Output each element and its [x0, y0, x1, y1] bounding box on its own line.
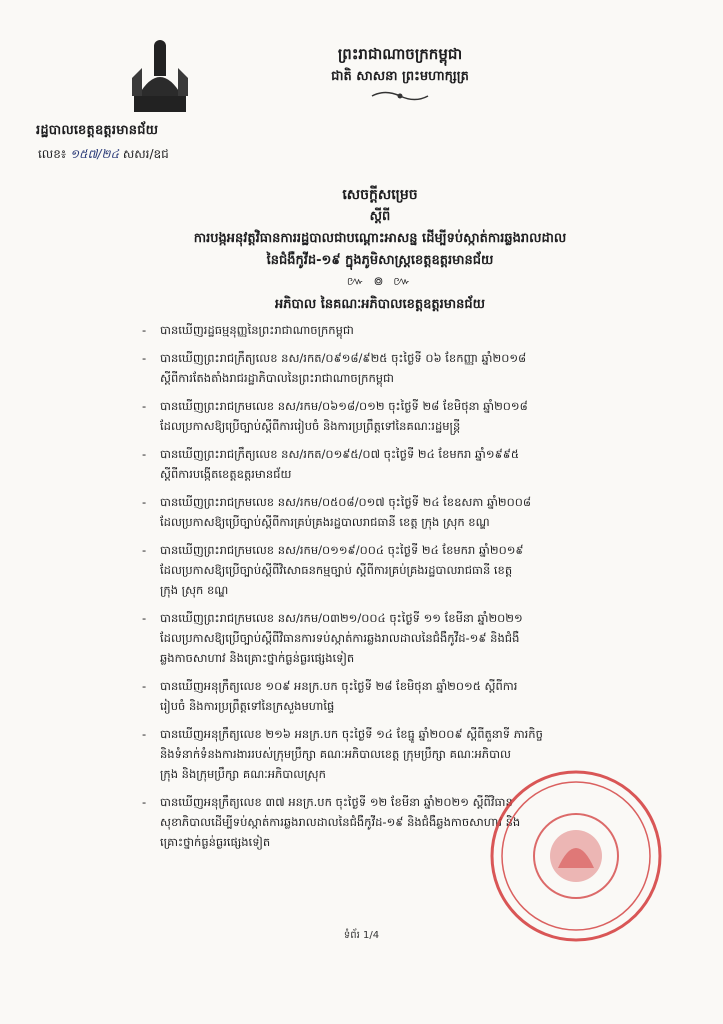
subject-line-1: ការបង្កអនុវត្តវិធានការរដ្ឋបាលជាបណ្តោះអាសន្ន ដើម្បីទប់ស្កាត់ការឆ្លងរាលដាល [193, 231, 567, 246]
legal-basis-text: បានឃើញព្រះរាជក្រមលេខ នស/រកម/០៦១៨/០១២ ចុះថ្ងៃទី ២៨ ខែមិថុនា ឆ្នាំ២០១៨ [160, 399, 528, 413]
legal-basis-text: ដែលប្រកាសឱ្យប្រើច្បាប់ស្តីពីការរៀបចំ និងការប្រព្រឹត្តទៅនៃគណៈរដ្ឋមន្ត្រី [160, 419, 461, 433]
bullet-dash: - [142, 611, 147, 625]
legal-basis-text: ស្តីពីការបង្កើតខេត្តឧត្តរមានជ័យ [160, 467, 292, 481]
legal-basis-item [142, 492, 676, 532]
bullet-dash: - [142, 727, 147, 741]
decision-title-block [120, 184, 640, 316]
legal-basis-text: បានឃើញព្រះរាជក្រមលេខ នស/រកម/០៣២១/០០៤ ចុះថ្ងៃទី ១១ ខែមីនា ឆ្នាំ២០២១ [160, 611, 523, 625]
national-motto: ជាតិ សាសនា ព្រះមហាក្សត្រ [331, 69, 469, 84]
legal-basis-text: ដែលប្រកាសឱ្យប្រើច្បាប់ស្តីពីការគ្រប់គ្រងរដ្ឋបាលរាជធានី ខេត្ត ក្រុង ស្រុក ខណ្ឌ [160, 515, 490, 529]
legal-basis-text: បានឃើញព្រះរាជក្រមលេខ នស/រកម/០១១៩/០០៤ ចុះថ្ងៃទី ២៤ ខែមករា ឆ្នាំ២០១៩ [160, 543, 524, 557]
bullet-dash: - [142, 323, 147, 337]
bullet-dash: - [142, 447, 147, 461]
official-seal-stamp [488, 768, 664, 944]
legal-basis-text: បានឃើញព្រះរាជក្រឹត្យលេខ នស/រកត/០១៩៥/០៧ ចុះថ្ងៃទី ២៤ ខែមករា ឆ្នាំ១៩៩៥ [160, 447, 520, 461]
legal-basis-text: បានឃើញអនុក្រឹត្យលេខ ១០៩ អនក្រ.បក ចុះថ្ងៃទី ២៨ ខែមិថុនា ឆ្នាំ២០១៥ ស្តីពីការ [160, 679, 518, 693]
reference-handwritten-number: ១៥៧/២៤ [69, 147, 119, 161]
legal-basis-text: គ្រោះថ្នាក់ធ្ងន់ធ្ងរផ្សេងទៀត [160, 835, 271, 849]
reference-label: លេខ៖ [38, 147, 67, 161]
legal-basis-text: ដែលប្រកាសឱ្យប្រើច្បាប់ស្តីពីវិធានការទប់ស្កាត់ការឆ្លងរាលដាលនៃជំងឺកូវីដ-១៩ និងជំងឺ [160, 631, 520, 645]
bullet-dash: - [142, 495, 147, 509]
legal-basis-item [142, 608, 676, 668]
legal-basis-text: ក្រុង ស្រុក ខណ្ឌ [160, 583, 229, 597]
legal-basis-text: ស្តីពីការតែងតាំងរាជរដ្ឋាភិបាលនៃព្រះរាជាណាចក្រកម្ពុជា [160, 371, 394, 385]
legal-basis-text: សុខាភិបាលដើម្បីទប់ស្កាត់ការឆ្លងរាលដាលនៃជំងឺកូវីដ-១៩ និងជំងឺឆ្លងកាចសាហាវ និង [160, 815, 521, 829]
legal-basis-text: ដែលប្រកាសឱ្យប្រើច្បាប់ស្តីពីវិសោធនកម្មច្បាប់ ស្តីពីការគ្រប់គ្រងរដ្ឋបាលរាជធានី ខេត្ត [160, 563, 513, 577]
legal-basis-text: បានឃើញអនុក្រឹត្យលេខ ៣៧ អនក្រ.បក ចុះថ្ងៃទី ១២ ខែមីនា ឆ្នាំ២០២១ ស្តីពីវិធាន [160, 795, 513, 809]
bullet-dash: - [142, 351, 147, 365]
kingdom-header [270, 42, 530, 107]
bullet-dash: - [142, 679, 147, 693]
about-heading: ស្តីពី [369, 209, 391, 224]
title-ornament: ៚ ៙ ៚ [346, 274, 414, 288]
reference-suffix: សសរ/ឧជ [122, 147, 169, 161]
legal-basis-item [142, 320, 676, 340]
royal-emblem [128, 38, 192, 118]
page-number: ទំព័រ 1/4 [343, 930, 380, 941]
legal-basis-item [142, 348, 676, 388]
decision-heading: សេចក្តីសម្រេច [342, 187, 418, 203]
legal-basis-text: បានឃើញព្រះរាជក្រឹត្យលេខ នស/រកត/០៩១៨/៩២៥ ចុះថ្ងៃទី ០៦ ខែកញ្ញា ឆ្នាំ២០១៨ [160, 351, 527, 365]
bullet-dash: - [142, 399, 147, 413]
bullet-dash: - [142, 543, 147, 557]
legal-basis-text: រៀបចំ និងការប្រព្រឹត្តទៅនៃក្រសួងមហាផ្ទៃ [160, 699, 335, 713]
legal-basis-text: បានឃើញរដ្ឋធម្មនុញ្ញនៃព្រះរាជាណាចក្រកម្ពុជា [160, 323, 354, 337]
legal-basis-item [142, 444, 676, 484]
legal-basis-item [142, 540, 676, 600]
authority-heading: អភិបាល នៃគណៈអភិបាលខេត្តឧត្តរមានជ័យ [274, 297, 486, 312]
legal-basis-text: ឆ្លងកាចសាហាវ និងគ្រោះថ្នាក់ធ្ងន់ធ្ងរផ្សេងទៀត [160, 651, 355, 665]
legal-basis-text: ក្រុង និងក្រុមប្រឹក្សា គណៈអភិបាលស្រុក [160, 767, 326, 781]
legal-basis-text: បានឃើញព្រះរាជក្រមលេខ នស/រកម/០៥០៨/០១៧ ចុះថ្ងៃទី ២៤ ខែឧសភា ឆ្នាំ២០០៨ [160, 495, 532, 509]
subject-line-2: នៃជំងឺកូវីដ-១៩ ក្នុងភូមិសាស្ត្រខេត្តឧត្តរមានជ័យ [266, 253, 494, 268]
legal-basis-item [142, 396, 676, 436]
legal-basis-text: បានឃើញអនុក្រឹត្យលេខ ២១៦ អនក្រ.បក ចុះថ្ងៃទី ១៤ ខែធ្នូ ឆ្នាំ២០០៩ ស្តីពីតួនាទី ភារកិច្ច [160, 727, 543, 741]
kingdom-name: ព្រះរាជាណាចក្រកម្ពុជា [337, 45, 463, 63]
legal-basis-text: និងទំនាក់ទំនងការងាររបស់ក្រុមប្រឹក្សា គណៈអភិបាលខេត្ត ក្រុមប្រឹក្សា គណៈអភិបាល [160, 747, 511, 761]
issuing-organization: រដ្ឋបាលខេត្តឧត្តរមានជ័យ [36, 123, 159, 138]
kingdom-ornament [370, 89, 430, 103]
reference-number [38, 146, 278, 164]
legal-basis-item [142, 676, 676, 716]
bullet-dash: - [142, 795, 147, 809]
